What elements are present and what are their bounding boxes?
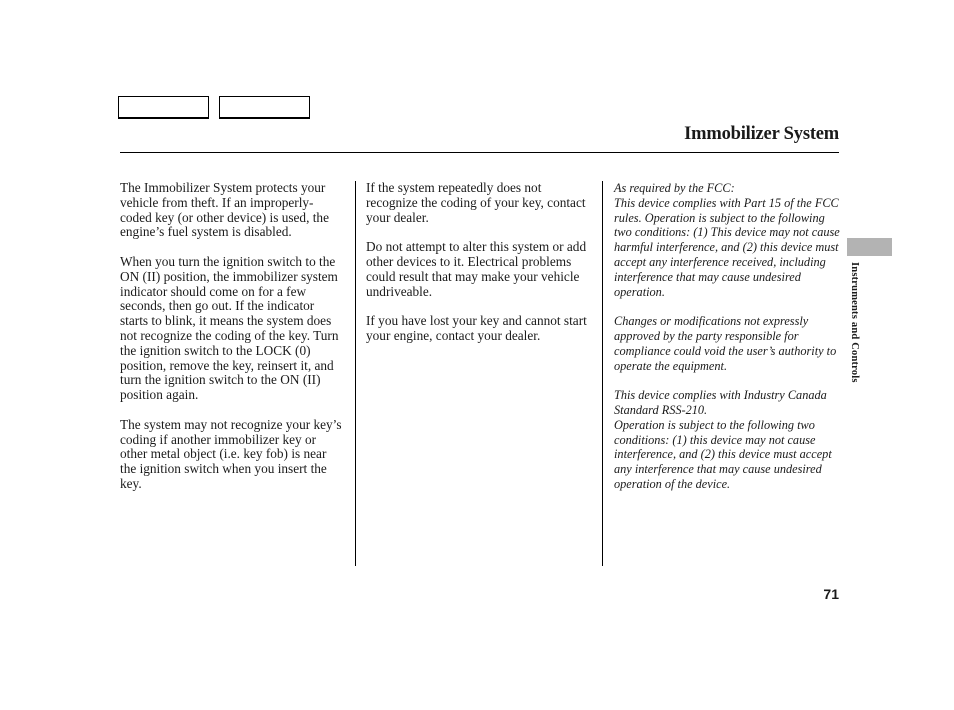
previous-page-button[interactable] [118, 96, 209, 119]
column-divider [602, 181, 603, 566]
paragraph: If you have lost your key and cannot start your engine, contact your dealer. [366, 313, 587, 343]
section-tab[interactable] [847, 238, 892, 256]
paragraph: If the system repeatedly does not recognize the coding of your key, contact your dealer. [366, 180, 586, 225]
column-divider [355, 181, 356, 566]
paragraph: When you turn the ignition switch to the ON (II) position, the immobilizer system indicator should come on for a few seconds, then go out. If the indicator starts to blink, it means the system does not recognize the coding of the key. Turn the ignition switch to the LOCK (0) position, remove the key, reinsert it, and turn the ignition switch to the ON (II) position again. [120, 253, 339, 403]
section-tab-label: Instruments and Controls [849, 262, 860, 383]
page-title: Immobilizer System [684, 124, 839, 144]
fcc-notice-column [614, 181, 840, 507]
text-column-2 [366, 181, 594, 359]
canada-paragraph: This device complies with Industry Canada Standard RSS-210. Operation is subject to the following two conditions: (1) this device may not cause interference, and (2) this device must accept any interference that may cause undesired operation of the device. [614, 388, 832, 491]
fcc-paragraph: As required by the FCC: This device complies with Part 15 of the FCC rules. Operation is subject to the following two conditions: (1) This device may not cause harmful interference, and (2) this device must accept any interference received, including interference that may cause undesired operation. [614, 181, 840, 299]
text-column-1 [120, 181, 344, 507]
title-divider [120, 152, 839, 153]
paragraph: The Immobilizer System protects your vehicle from theft. If an improperly-coded key (or other device) is used, the engine’s fuel system is disabled. [120, 180, 329, 240]
page-number: 71 [823, 586, 839, 602]
next-page-button[interactable] [219, 96, 310, 119]
fcc-paragraph: Changes or modifications not expressly approved by the party responsible for compliance could void the user’s authority to operate the equipment. [614, 314, 837, 373]
paragraph: The system may not recognize your key’s coding if another immobilizer key or other metal object (i.e. key fob) is near the ignition switch when you insert the key. [120, 416, 342, 491]
paragraph: Do not attempt to alter this system or add other devices to it. Electrical problems could result that may make your vehicle undriveable. [366, 239, 587, 299]
